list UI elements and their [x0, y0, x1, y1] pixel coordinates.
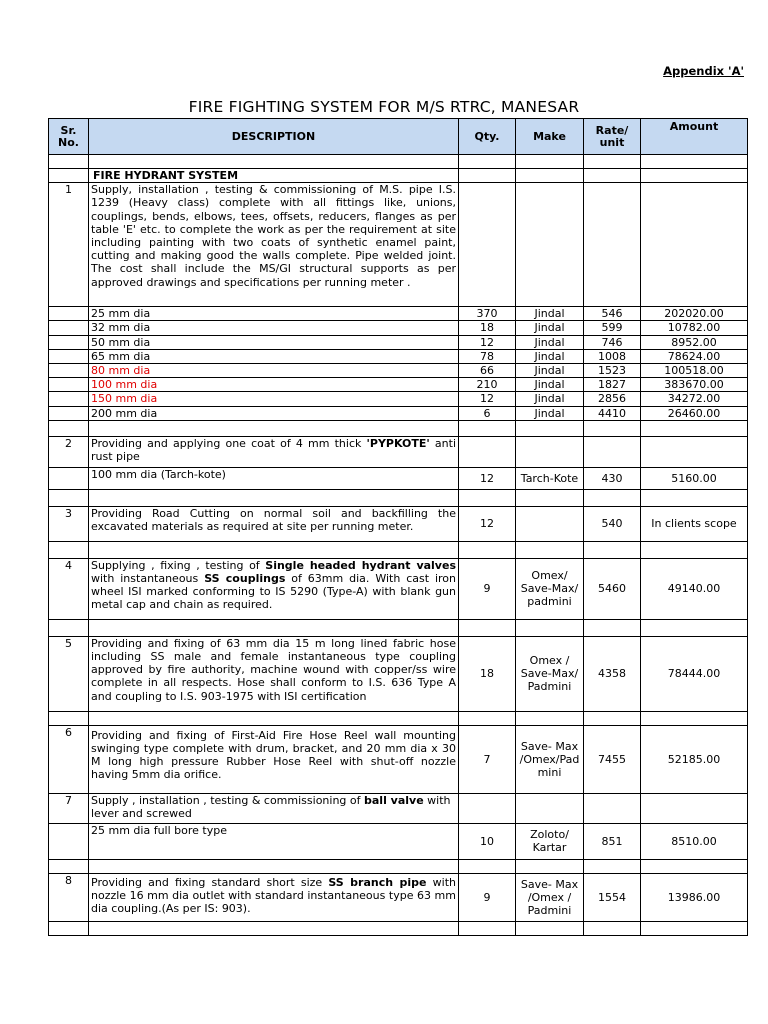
section-row	[49, 169, 748, 183]
item-description	[89, 636, 459, 711]
make-cell: Jindal	[516, 406, 584, 420]
desc-keyword: SS branch pipe	[328, 875, 427, 889]
header-qty: Qty.	[459, 119, 516, 155]
header-sr-no: Sr. No.	[49, 119, 89, 155]
rate-cell: 4358	[584, 636, 641, 711]
spacer-row	[49, 619, 748, 636]
desc-text: Providing and fixing standard short size	[91, 875, 329, 889]
rate-cell: 851	[584, 823, 641, 859]
rate-cell: 746	[584, 335, 641, 349]
spacer-row	[49, 155, 748, 169]
qty-cell: 10	[459, 823, 516, 859]
item-number: 1	[49, 183, 89, 307]
rate-cell: 1554	[584, 873, 641, 921]
desc-text: anti rust pipe	[91, 436, 457, 464]
item-number: 2	[49, 436, 89, 467]
table-row	[49, 436, 748, 467]
sub-item-description: 100 mm dia	[89, 378, 459, 392]
make-cell: Tarch-Kote	[516, 467, 584, 489]
rate-cell: 4410	[584, 406, 641, 420]
spacer-row	[49, 541, 748, 558]
table-row	[49, 349, 748, 363]
qty-cell: 78	[459, 349, 516, 363]
header-amount: Amount	[641, 119, 748, 155]
sub-item-description: 150 mm dia	[89, 392, 459, 406]
amount-cell: 10782.00	[641, 321, 748, 335]
spacer-row	[49, 711, 748, 725]
table-row	[49, 335, 748, 349]
table-row	[49, 873, 748, 921]
qty-cell: 12	[459, 506, 516, 541]
amount-cell: In clients scope	[641, 506, 748, 541]
table-row	[49, 558, 748, 619]
table-header-row	[49, 119, 748, 155]
amount-cell: 383670.00	[641, 378, 748, 392]
table-row	[49, 364, 748, 378]
desc-keyword: ball valve	[364, 793, 424, 807]
section-title: FIRE HYDRANT SYSTEM	[89, 169, 459, 183]
rate-cell: 430	[584, 467, 641, 489]
qty-cell: 12	[459, 467, 516, 489]
amount-cell: 52185.00	[641, 725, 748, 793]
spacer-row	[49, 420, 748, 436]
document-title: FIRE FIGHTING SYSTEM FOR M/S RTRC, MANESAR	[188, 98, 580, 116]
header-make: Make	[516, 119, 584, 155]
desc-keyword: 'PYPKOTE'	[366, 436, 430, 450]
table-row	[49, 793, 748, 823]
make-cell: Omex/ Save-Max/ padmini	[516, 558, 584, 619]
make-cell: Omex / Save-Max/ Padmini	[516, 636, 584, 711]
amount-cell: 100518.00	[641, 364, 748, 378]
table-row	[49, 307, 748, 321]
item-description: Providing and fixing of First-Aid Fire Hose Reel wall mounting swinging type complete with drum, bracket, and 20 mm dia x 30 M long high pressure Rubber Hose Reel with shut-off nozzle having 5mm dia orifice.	[89, 725, 459, 793]
qty-cell: 9	[459, 873, 516, 921]
rate-cell: 7455	[584, 725, 641, 793]
appendix-label: Appendix 'A'	[663, 64, 744, 78]
make-cell: Jindal	[516, 321, 584, 335]
amount-cell: 5160.00	[641, 467, 748, 489]
amount-cell: 202020.00	[641, 307, 748, 321]
qty-cell: 6	[459, 406, 516, 420]
item-number: 7	[49, 793, 89, 823]
desc-keyword: SS couplings	[204, 572, 286, 586]
qty-cell: 12	[459, 335, 516, 349]
rate-cell: 1523	[584, 364, 641, 378]
desc-clip: Providing and fixing of 63 mm dia 15 m long lined fabric hose including SS male and female instantaneous type coupling approved by fire authority, machine wound with copper/ss wire complete in all respects. Hose shall conform to I.S. 636 Type A and coupling to I.S. 903-1975 with ISI certification	[91, 636, 456, 703]
make-cell: Zoloto/ Kartar	[516, 823, 584, 859]
sub-item-description: 65 mm dia	[89, 349, 459, 363]
desc-text: with lever and screwed	[91, 793, 451, 821]
spacer-row	[49, 921, 748, 935]
table-row	[49, 321, 748, 335]
item-description	[89, 793, 459, 823]
qty-cell: 370	[459, 307, 516, 321]
amount-cell: 78444.00	[641, 636, 748, 711]
desc-text: Providing and applying one coat of 4 mm thick	[91, 436, 367, 450]
table-row	[49, 183, 748, 307]
sub-item-description: 50 mm dia	[89, 335, 459, 349]
rate-cell: 540	[584, 506, 641, 541]
qty-cell: 210	[459, 378, 516, 392]
amount-cell: 26460.00	[641, 406, 748, 420]
rate-cell: 599	[584, 321, 641, 335]
item-number: 6	[49, 725, 89, 793]
item-number: 8	[49, 873, 89, 921]
make-cell: Jindal	[516, 378, 584, 392]
qty-cell: 12	[459, 392, 516, 406]
qty-cell: 18	[459, 321, 516, 335]
rate-cell: 546	[584, 307, 641, 321]
qty-cell: 9	[459, 558, 516, 619]
amount-cell: 78624.00	[641, 349, 748, 363]
make-clip: Save- Max /Omex / Padmini	[520, 877, 579, 917]
item-number: 5	[49, 636, 89, 711]
table-row	[49, 467, 748, 489]
qty-cell: 7	[459, 725, 516, 793]
amount-cell: 8510.00	[641, 823, 748, 859]
amount-cell: 13986.00	[641, 873, 748, 921]
make-cell: Jindal	[516, 307, 584, 321]
make-cell: Jindal	[516, 349, 584, 363]
spacer-row	[49, 489, 748, 506]
item-number: 3	[49, 506, 89, 541]
table-row	[49, 392, 748, 406]
make-cell: Save- Max /Omex/Pad mini	[516, 725, 584, 793]
sub-item-description: 100 mm dia (Tarch-kote)	[89, 467, 459, 489]
amount-cell: 34272.00	[641, 392, 748, 406]
make-cell	[516, 506, 584, 541]
desc-text: Supply , installation , testing & commissioning of	[91, 793, 364, 807]
estimate-table	[48, 118, 748, 936]
make-cell: Jindal	[516, 335, 584, 349]
spacer-row	[49, 859, 748, 873]
header-description: DESCRIPTION	[89, 119, 459, 155]
sub-item-description: 25 mm dia	[89, 307, 459, 321]
rate-cell: 2856	[584, 392, 641, 406]
desc-text: of 63mm dia. With cast iron wheel ISI marked conforming to IS 5290 (Type-A) with blank gun metal cap and chain as required.	[91, 572, 457, 612]
desc-keyword: Single headed hydrant valves	[265, 558, 456, 572]
item-description: Providing Road Cutting on normal soil and backfilling the excavated materials as required at site per running meter.	[89, 506, 459, 541]
header-rate: Rate/ unit	[584, 119, 641, 155]
make-cell: Jindal	[516, 392, 584, 406]
rate-cell: 1008	[584, 349, 641, 363]
desc-text: with instantaneous	[91, 572, 205, 586]
rate-cell: 5460	[584, 558, 641, 619]
sub-item-description: 200 mm dia	[89, 406, 459, 420]
item-description: Supply, installation , testing & commissioning of M.S. pipe I.S. 1239 (Heavy class) complete with all fittings like, unions, couplings, bends, elbows, tees, offsets, reducers, flanges as per table 'E' etc. to complete the work as per the requirement at site including painting with two coats of synthetic enamel paint, cutting and making good the walls complete. Pipe welded joint. The cost shall include the MS/GI structural supports as per approved drawings and specifications per running meter .	[89, 183, 459, 307]
qty-cell: 66	[459, 364, 516, 378]
qty-cell: 18	[459, 636, 516, 711]
item-number: 4	[49, 558, 89, 619]
make-cell	[516, 873, 584, 921]
desc-text: Supplying , fixing , testing of	[91, 558, 266, 572]
table-row	[49, 406, 748, 420]
sub-item-description: 25 mm dia full bore type	[89, 823, 459, 859]
table-row	[49, 378, 748, 392]
amount-cell: 8952.00	[641, 335, 748, 349]
item-description	[89, 436, 459, 467]
item-description	[89, 558, 459, 619]
sub-item-description: 32 mm dia	[89, 321, 459, 335]
make-cell: Jindal	[516, 364, 584, 378]
item-description	[89, 873, 459, 921]
rate-cell: 1827	[584, 378, 641, 392]
table-row	[49, 506, 748, 541]
desc-text: with nozzle 16 mm dia outlet with standard instantaneous type 63 mm dia coupling.(As per IS: 903).	[91, 875, 456, 916]
sub-item-description: 80 mm dia	[89, 364, 459, 378]
table-row	[49, 725, 748, 793]
amount-cell: 49140.00	[641, 558, 748, 619]
table-row	[49, 823, 748, 859]
table-row	[49, 636, 748, 711]
